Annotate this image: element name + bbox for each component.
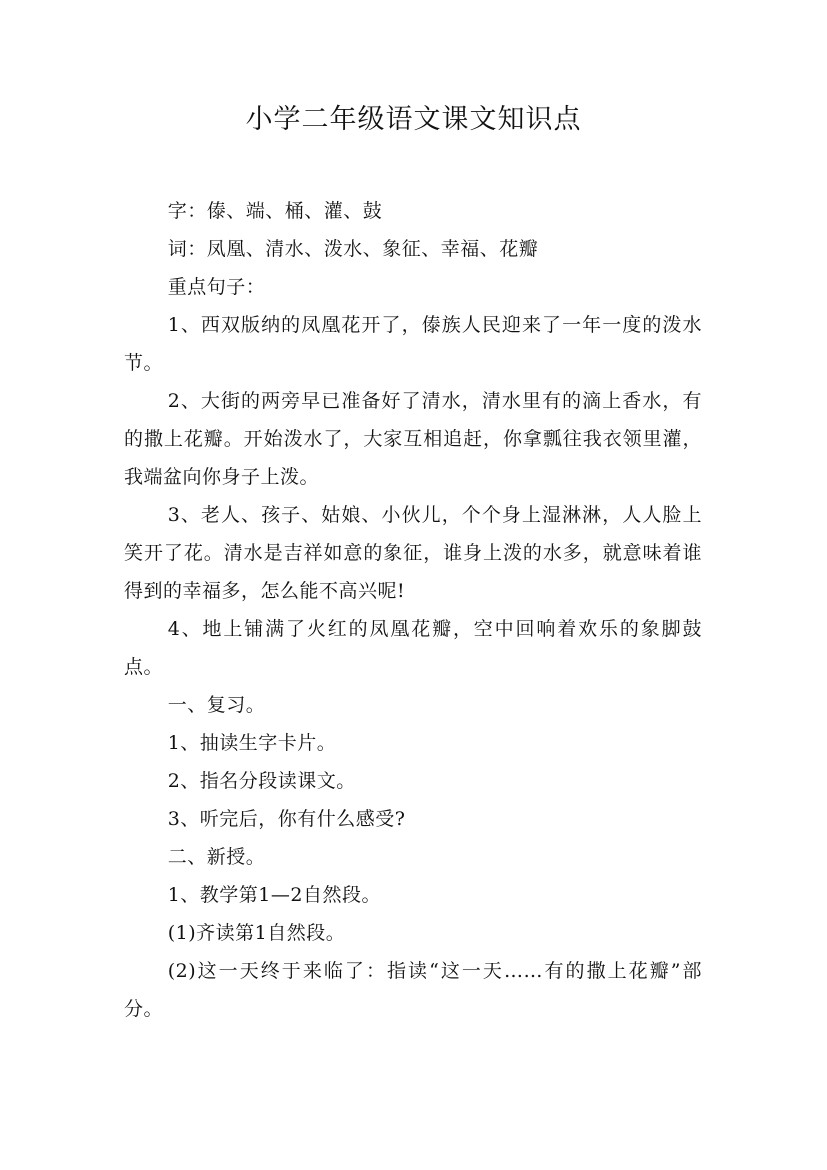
paragraph-review-1: 1、抽读生字卡片。 xyxy=(167,732,337,754)
paragraph-sentence-4: 4、地上铺满了火红的凤凰花瓣，空中回响着欢乐的象脚鼓点。 xyxy=(124,618,702,678)
paragraph-new-lesson-heading: 二、新授。 xyxy=(167,846,266,868)
paragraph-new-lesson-1a: (1)齐读第1自然段。 xyxy=(167,922,346,944)
document-body xyxy=(124,192,702,1028)
paragraph-new-lesson-1b: (2)这一天终于来临了：指读“这一天……有的撒上花瓣”部分。 xyxy=(124,960,702,1020)
paragraph-sentence-3: 3、老人、孩子、姑娘、小伙儿，个个身上湿淋淋，人人脸上笑开了花。清水是吉祥如意的象征，谁身上泼的水多，就意味着谁得到的幸福多，怎么能不高兴呢! xyxy=(124,504,702,602)
paragraph-sentence-1: 1、西双版纳的凤凰花开了，傣族人民迎来了一年一度的泼水节。 xyxy=(124,314,702,374)
paragraph-new-lesson-1: 1、教学第1—2自然段。 xyxy=(167,884,381,906)
paragraph-review-2: 2、指名分段读课文。 xyxy=(167,770,356,792)
paragraph-sentence-2: 2、大街的两旁早已准备好了清水，清水里有的滴上香水，有的撒上花瓣。开始泼水了，大家互相追赶，你拿瓢往我衣领里灌，我端盆向你身子上泼。 xyxy=(124,390,702,488)
paragraph-review-3: 3、听完后，你有什么感受? xyxy=(167,808,406,830)
paragraph-review-heading: 一、复习。 xyxy=(167,694,266,716)
paragraph-characters: 字：傣、端、桶、灌、鼓 xyxy=(167,200,383,222)
document-title: 小学二年级语文课文知识点 xyxy=(245,104,582,135)
paragraph-key-sentences-heading: 重点句子： xyxy=(167,276,266,298)
paragraph-words: 词：凤凰、清水、泼水、象征、幸福、花瓣 xyxy=(167,238,539,260)
